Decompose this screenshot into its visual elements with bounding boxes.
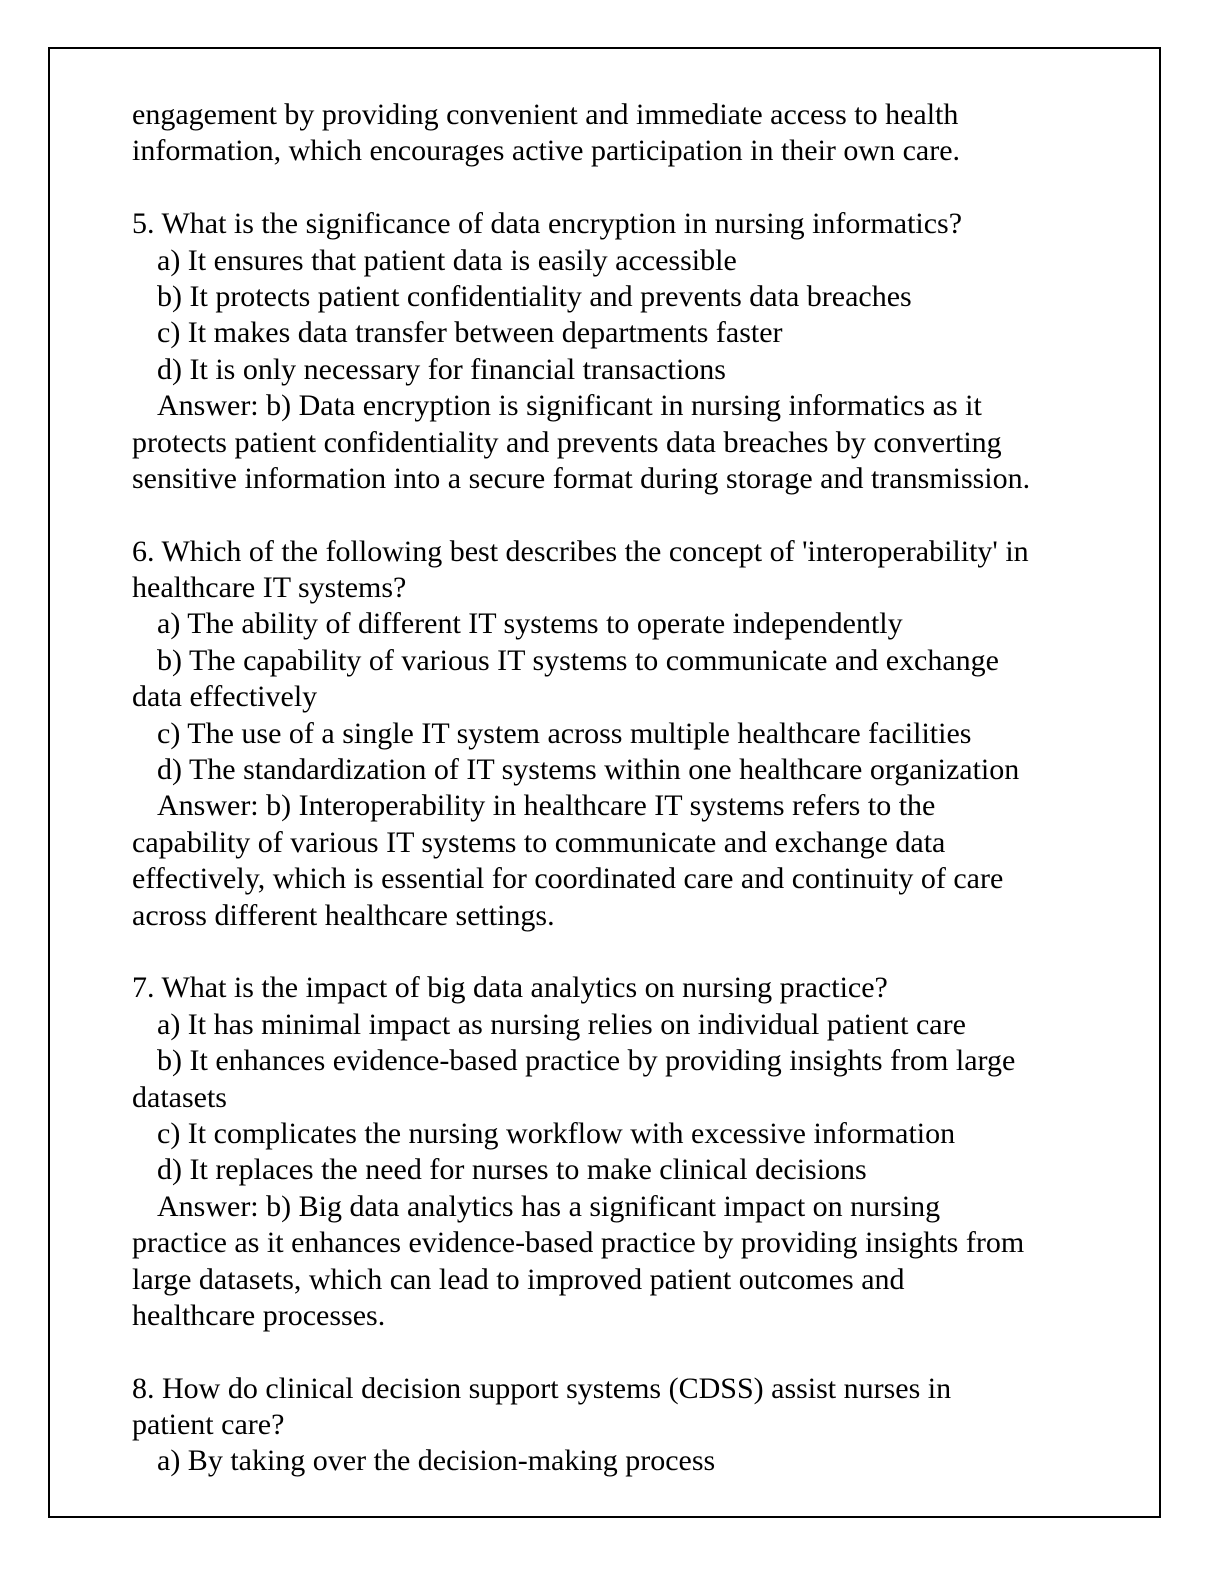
option-a: a) It has minimal impact as nursing relies on individual patient care bbox=[157, 1007, 966, 1041]
question-text: healthcare IT systems? bbox=[132, 571, 407, 605]
option-c: c) The use of a single IT system across multiple healthcare facilities bbox=[157, 716, 972, 750]
question-7 bbox=[132, 970, 1122, 1334]
option-b-continued: datasets bbox=[132, 1080, 227, 1114]
paragraph-gap bbox=[132, 497, 1122, 533]
option-a: a) The ability of different IT systems to operate independently bbox=[157, 607, 903, 641]
answer-line: sensitive information into a secure format during storage and transmission. bbox=[132, 461, 1031, 495]
answer-line: Answer: b) Big data analytics has a significant impact on nursing bbox=[157, 1189, 941, 1223]
option-b: b) It protects patient confidentiality and prevents data breaches bbox=[157, 279, 912, 313]
option-d: d) The standardization of IT systems within one healthcare organization bbox=[157, 753, 1020, 787]
document-body bbox=[132, 97, 1122, 1480]
paragraph-gap bbox=[132, 934, 1122, 970]
option-b: b) The capability of various IT systems to communicate and exchange bbox=[157, 643, 999, 677]
answer-line: capability of various IT systems to communicate and exchange data bbox=[132, 825, 946, 859]
option-d: d) It replaces the need for nurses to make clinical decisions bbox=[157, 1153, 867, 1187]
answer-line: practice as it enhances evidence-based practice by providing insights from bbox=[132, 1226, 1025, 1260]
option-b-continued: data effectively bbox=[132, 680, 318, 714]
answer-line: across different healthcare settings. bbox=[132, 898, 555, 932]
question-text: 5. What is the significance of data encryption in nursing informatics? bbox=[132, 207, 963, 241]
answer-line: protects patient confidentiality and prevents data breaches by converting bbox=[132, 425, 1002, 459]
answer-line: large datasets, which can lead to improved patient outcomes and bbox=[132, 1262, 905, 1296]
paragraph-gap bbox=[132, 170, 1122, 206]
question-6 bbox=[132, 534, 1122, 934]
answer-line: effectively, which is essential for coordinated care and continuity of care bbox=[132, 862, 1004, 896]
question-text: 8. How do clinical decision support systems (CDSS) assist nurses in bbox=[132, 1371, 952, 1405]
text-line: information, which encourages active participation in their own care. bbox=[132, 134, 961, 168]
option-a: a) It ensures that patient data is easily accessible bbox=[157, 243, 737, 277]
answer-line: Answer: b) Interoperability in healthcare IT systems refers to the bbox=[157, 789, 936, 823]
option-b: b) It enhances evidence-based practice by providing insights from large bbox=[157, 1044, 1016, 1078]
answer-line: Answer: b) Data encryption is significant in nursing informatics as it bbox=[157, 389, 982, 423]
question-text: patient care? bbox=[132, 1408, 285, 1442]
option-c: c) It makes data transfer between departments faster bbox=[157, 316, 783, 350]
option-d: d) It is only necessary for financial transactions bbox=[157, 352, 726, 386]
paragraph-gap bbox=[132, 1334, 1122, 1370]
intro-paragraph bbox=[132, 97, 1122, 170]
question-5 bbox=[132, 206, 1122, 497]
text-line: engagement by providing convenient and immediate access to health bbox=[132, 98, 959, 131]
question-text: 6. Which of the following best describes the concept of 'interoperability' in bbox=[132, 534, 1029, 568]
option-a: a) By taking over the decision-making process bbox=[157, 1444, 716, 1478]
question-text: 7. What is the impact of big data analytics on nursing practice? bbox=[132, 971, 888, 1005]
option-c: c) It complicates the nursing workflow with excessive information bbox=[157, 1116, 956, 1150]
answer-line: healthcare processes. bbox=[132, 1298, 386, 1332]
question-8 bbox=[132, 1371, 1122, 1480]
